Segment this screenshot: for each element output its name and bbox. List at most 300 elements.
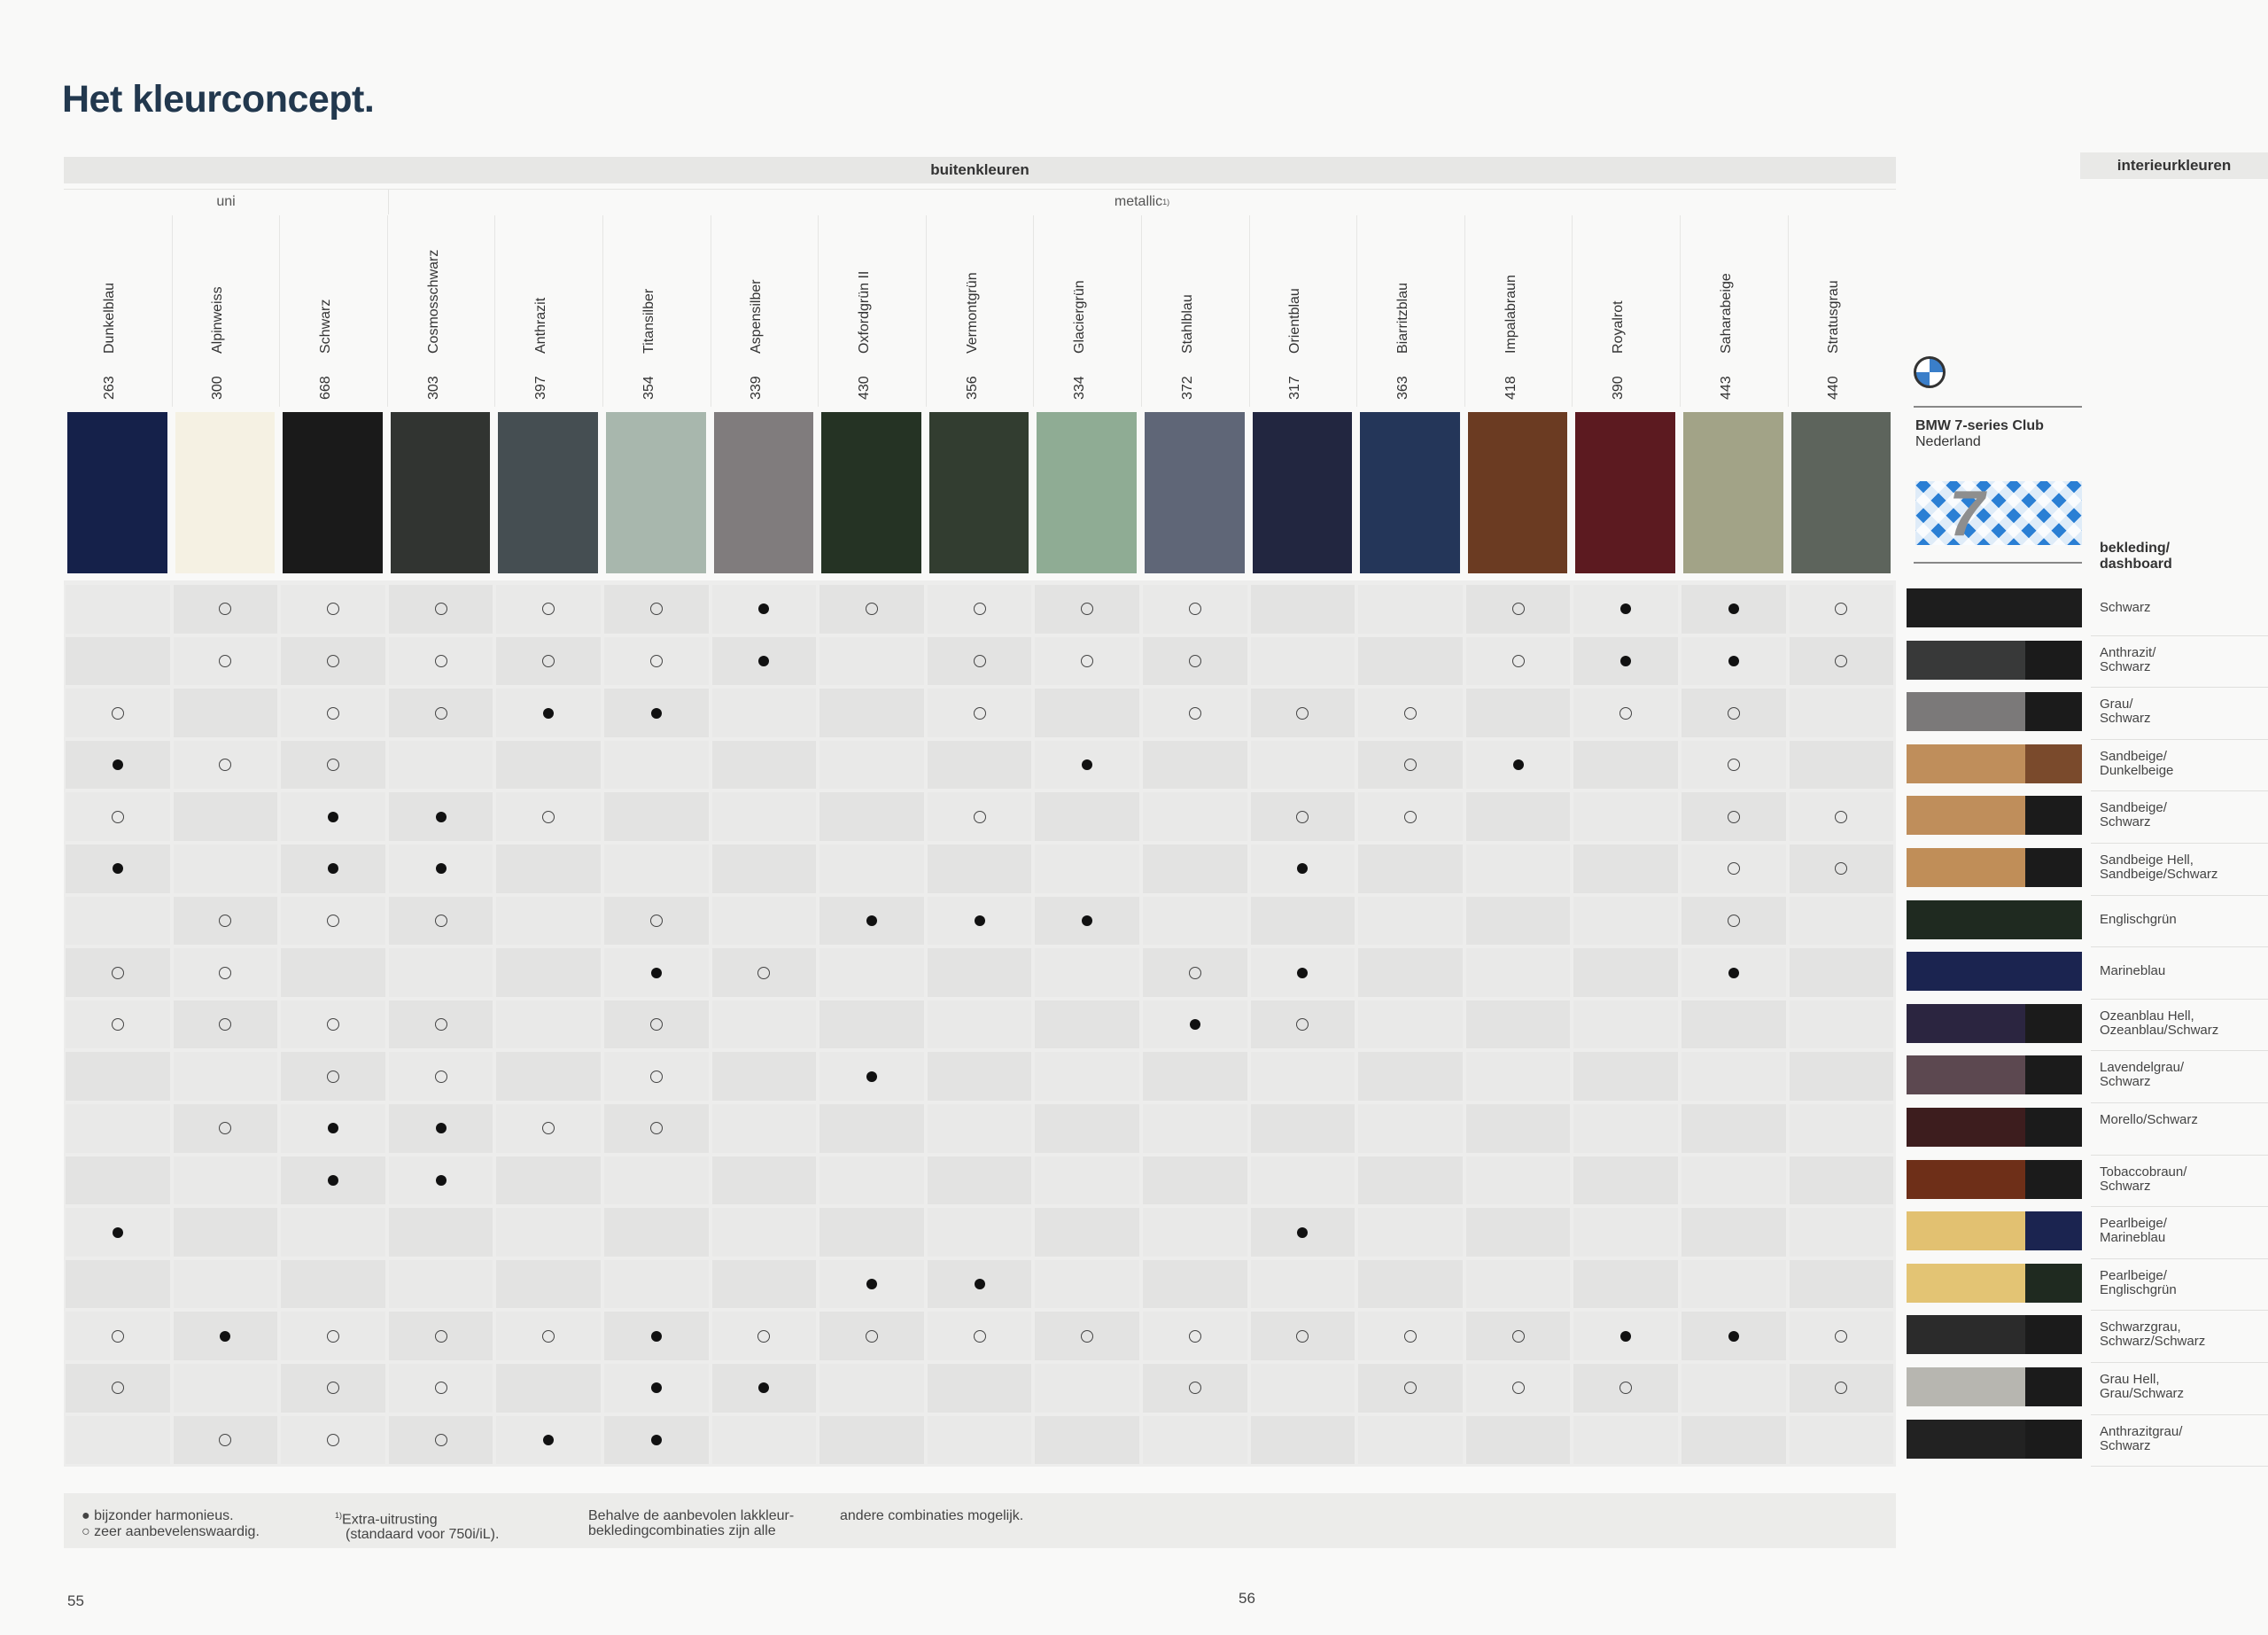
exterior-color-label: [1395, 283, 1411, 400]
grid-cell: [66, 1260, 170, 1309]
club-name-line2: Nederland: [1915, 434, 1981, 449]
grid-cell: [819, 689, 924, 737]
grid-cell: [819, 1000, 924, 1049]
grid-cell: [604, 1156, 709, 1205]
harmonious-dot: [651, 1382, 662, 1393]
footnote: $^{1)}$Extra-uitrusting (standaard voor 750i/iL).: [335, 1511, 500, 1543]
grid-cell: [1035, 1416, 1139, 1465]
interior-color-label: Anthrazitgrau/ Schwarz: [2100, 1423, 2183, 1453]
harmonious-dot: [1728, 1331, 1739, 1342]
grid-cell: [1143, 845, 1247, 893]
grid-cell: [712, 1416, 817, 1465]
exterior-color-name: Oxfordgrün II: [856, 270, 872, 354]
grid-cell: [1790, 1052, 1894, 1101]
bavarian-flag-logo: [1915, 479, 2082, 549]
legend-filled: ● bijzonder harmonieus.: [82, 1508, 234, 1523]
recommended-circle: [1296, 707, 1309, 720]
interior-color-swatch: [1907, 1315, 2082, 1354]
grid-cell: [174, 1052, 278, 1101]
harmonious-dot: [1728, 603, 1739, 614]
row-divider: [2091, 946, 2268, 947]
exterior-color-label: [1611, 300, 1627, 400]
recommended-circle: [112, 811, 124, 823]
grid-cell: [1358, 1104, 1463, 1153]
row-divider: [2091, 790, 2268, 791]
grid-cell: [1035, 948, 1139, 997]
recommended-circle: [650, 1122, 663, 1134]
harmonious-dot: [975, 1279, 985, 1289]
grid-cell: [1251, 1052, 1355, 1101]
recommended-circle: [327, 707, 339, 720]
combination-note-end: andere combinaties mogelijk.: [840, 1508, 1024, 1523]
legend-open: ○ zeer aanbevelenswaardig.: [82, 1524, 260, 1539]
harmonious-dot: [113, 1227, 123, 1238]
exterior-color-header: [494, 215, 603, 407]
harmonious-dot: [436, 812, 447, 822]
exterior-color-swatch: [929, 412, 1029, 573]
grid-cell: [1466, 689, 1571, 737]
grid-cell: [496, 1052, 601, 1101]
harmonious-dot: [113, 759, 123, 770]
recommended-circle: [1728, 811, 1740, 823]
exterior-color-header: [818, 215, 927, 407]
grid-cell: [604, 792, 709, 841]
exterior-color-name: Dunkelblau: [101, 282, 117, 354]
grid-cell: [496, 741, 601, 790]
recommended-circle: [974, 707, 986, 720]
exterior-color-name: Impalabraun: [1503, 275, 1518, 354]
harmonious-dot: [1297, 968, 1308, 978]
recommended-circle: [1081, 655, 1093, 667]
exterior-color-swatch: [1468, 412, 1568, 573]
grid-cell: [1466, 897, 1571, 946]
grid-cell: [1466, 1416, 1571, 1465]
grid-cell: [281, 948, 385, 997]
club-name: [1915, 418, 2044, 450]
interior-color-swatch: [1907, 1160, 2082, 1199]
grid-cell: [928, 1208, 1032, 1257]
divider: [1914, 406, 2082, 408]
row-divider: [2091, 999, 2268, 1000]
recommended-circle: [435, 655, 447, 667]
interior-color-label: Lavendelgrau/ Schwarz: [2100, 1060, 2185, 1090]
interior-color-swatch: [1907, 952, 2082, 991]
recommended-circle: [974, 1330, 986, 1343]
grid-cell: [496, 1000, 601, 1049]
grid-cell: [604, 741, 709, 790]
grid-cell: [819, 1364, 924, 1413]
interior-color-label: Sandbeige Hell, Sandbeige/Schwarz: [2100, 853, 2218, 882]
grid-cell: [1251, 637, 1355, 686]
grid-cell: [1573, 792, 1678, 841]
recommended-circle: [866, 1330, 878, 1343]
exterior-color-label: [857, 271, 873, 400]
grid-cell: [66, 585, 170, 634]
exterior-color-code: 263: [101, 376, 117, 400]
recommended-circle: [1512, 655, 1525, 667]
grid-cell: [1466, 1208, 1571, 1257]
interior-color-swatch: [1907, 588, 2082, 627]
interior-color-label: Tobaccobraun/ Schwarz: [2100, 1164, 2187, 1194]
exterior-color-swatch: [67, 412, 167, 573]
grid-cell: [174, 1208, 278, 1257]
exterior-color-code: 418: [1503, 376, 1518, 400]
harmonious-dot: [220, 1331, 230, 1342]
interior-color-swatch: [1907, 692, 2082, 731]
seven-badge: 7: [1949, 479, 1985, 549]
grid-cell: [1251, 1364, 1355, 1413]
interior-color-swatch: [1907, 1108, 2082, 1147]
exterior-color-name: Aspensilber: [749, 279, 765, 354]
grid-cell: [1035, 1052, 1139, 1101]
exterior-color-code: 317: [1287, 376, 1303, 400]
recommended-circle: [1619, 707, 1632, 720]
harmonious-dot: [651, 968, 662, 978]
grid-cell: [819, 1416, 924, 1465]
exterior-color-label: [426, 250, 442, 400]
grid-cell: [389, 1260, 493, 1309]
exterior-color-code: 397: [533, 376, 549, 400]
recommended-circle: [112, 707, 124, 720]
recommended-circle: [112, 967, 124, 979]
harmonious-dot: [1082, 915, 1092, 926]
recommended-circle: [327, 1071, 339, 1083]
grid-cell: [1358, 1052, 1463, 1101]
grid-cell: [1466, 845, 1571, 893]
grid-cell: [1573, 897, 1678, 946]
recommended-circle: [1296, 1330, 1309, 1343]
grid-cell: [604, 1208, 709, 1257]
grid-cell: [712, 741, 817, 790]
exterior-color-swatch: [391, 412, 491, 573]
grid-cell: [1790, 1156, 1894, 1205]
grid-cell: [1035, 845, 1139, 893]
row-divider: [2091, 1466, 2268, 1467]
grid-cell: [1251, 1156, 1355, 1205]
recommended-circle: [1189, 655, 1201, 667]
recommended-circle: [1728, 759, 1740, 771]
recommended-circle: [650, 603, 663, 615]
interior-color-label: Schwarz: [2100, 600, 2151, 615]
exterior-color-name: Schwarz: [317, 299, 333, 354]
exterior-color-swatch: [175, 412, 276, 573]
exterior-color-label: [1719, 273, 1735, 400]
grid-cell: [1143, 792, 1247, 841]
grid-cell: [66, 1156, 170, 1205]
grid-cell: [1682, 1156, 1786, 1205]
recommended-circle: [112, 1330, 124, 1343]
grid-cell: [496, 845, 601, 893]
exterior-color-header: [926, 215, 1035, 407]
recommended-circle: [1189, 1330, 1201, 1343]
interior-color-label: Grau Hell, Grau/Schwarz: [2100, 1372, 2185, 1401]
exterior-color-name: Orientblau: [1287, 288, 1303, 354]
page-number-right: 56: [1239, 1590, 1255, 1607]
grid-cell: [1790, 1260, 1894, 1309]
grid-cell: [1143, 1156, 1247, 1205]
combination-note: Behalve de aanbevolen lakkleur- bekledingcombinaties zijn alle: [588, 1508, 795, 1538]
grid-cell: [1682, 1052, 1786, 1101]
grid-cell: [174, 1364, 278, 1413]
harmonious-dot: [436, 1175, 447, 1186]
exterior-color-name: Stratusgrau: [1826, 280, 1842, 354]
recommended-circle: [1189, 967, 1201, 979]
grid-cell: [389, 948, 493, 997]
recommended-circle: [435, 707, 447, 720]
harmonious-dot: [543, 708, 554, 719]
grid-cell: [1035, 792, 1139, 841]
recommended-circle: [1404, 707, 1417, 720]
interior-color-swatch: [1907, 796, 2082, 835]
row-divider: [2091, 1362, 2268, 1363]
grid-cell: [1251, 585, 1355, 634]
grid-cell: [1573, 845, 1678, 893]
harmonious-dot: [436, 863, 447, 874]
recommended-circle: [435, 1434, 447, 1446]
grid-cell: [1573, 1416, 1678, 1465]
recommended-circle: [1189, 707, 1201, 720]
exterior-color-header: [1572, 215, 1681, 407]
recommended-circle: [1835, 811, 1847, 823]
interior-color-swatch: [1907, 900, 2082, 939]
exterior-color-header: [1680, 215, 1789, 407]
grid-cell: [1143, 1104, 1247, 1153]
club-name-line1: BMW 7-series Club: [1915, 418, 2044, 433]
grid-cell: [928, 1000, 1032, 1049]
recommended-circle: [1728, 915, 1740, 927]
exterior-color-label: [1072, 280, 1088, 400]
exterior-color-header: [1249, 215, 1358, 407]
grid-cell: [1251, 1104, 1355, 1153]
grid-cell: [1790, 1000, 1894, 1049]
grid-cell: [928, 1104, 1032, 1153]
exterior-color-header: [64, 215, 172, 407]
exterior-color-header: [172, 215, 281, 407]
exterior-color-code: 372: [1179, 376, 1195, 400]
interior-color-swatch: [1907, 641, 2082, 680]
recommended-circle: [327, 1434, 339, 1446]
grid-cell: [928, 741, 1032, 790]
interior-color-label: Anthrazit/ Schwarz: [2100, 644, 2156, 674]
exterior-color-header: [1141, 215, 1250, 407]
recommended-circle: [650, 655, 663, 667]
harmonious-dot: [866, 1279, 877, 1289]
harmonious-dot: [543, 1435, 554, 1445]
interior-color-label: Sandbeige/ Dunkelbeige: [2100, 748, 2174, 778]
interior-color-swatch: [1907, 1055, 2082, 1094]
exterior-color-code: 390: [1611, 376, 1627, 400]
recommended-circle: [1189, 1382, 1201, 1394]
page-number-left: 55: [67, 1592, 84, 1609]
grid-cell: [1358, 1260, 1463, 1309]
grid-cell: [1251, 741, 1355, 790]
row-divider: [2091, 1310, 2268, 1311]
recommended-circle: [542, 655, 555, 667]
grid-cell: [1573, 1052, 1678, 1101]
grid-cell: [1682, 1000, 1786, 1049]
exterior-color-swatch: [1360, 412, 1460, 573]
grid-cell: [281, 1208, 385, 1257]
grid-cell: [819, 1156, 924, 1205]
grid-cell: [819, 741, 924, 790]
bmw-logo-icon: [1914, 356, 1946, 388]
exterior-color-swatch: [1575, 412, 1675, 573]
grid-cell: [1251, 897, 1355, 946]
harmonious-dot: [1297, 1227, 1308, 1238]
row-divider: [2091, 635, 2268, 636]
grid-cell: [1035, 1260, 1139, 1309]
exterior-color-header: [602, 215, 711, 407]
row-divider: [2091, 1155, 2268, 1156]
grid-cell: [1682, 1104, 1786, 1153]
grid-cell: [1573, 1260, 1678, 1309]
grid-cell: [712, 1208, 817, 1257]
interior-color-label: Marineblau: [2100, 963, 2166, 979]
exterior-color-header: [711, 215, 819, 407]
row-divider: [2091, 1414, 2268, 1415]
exterior-color-code: 356: [964, 376, 980, 400]
grid-cell: [496, 897, 601, 946]
grid-cell: [1573, 948, 1678, 997]
harmonious-dot: [651, 1435, 662, 1445]
recommended-circle: [1512, 1382, 1525, 1394]
recommended-circle: [1512, 1330, 1525, 1343]
grid-cell: [712, 792, 817, 841]
grid-cell: [1573, 1104, 1678, 1153]
grid-cell: [1682, 1208, 1786, 1257]
exterior-color-swatch: [606, 412, 706, 573]
recommended-circle: [435, 915, 447, 927]
grid-cell: [712, 1052, 817, 1101]
exterior-color-label: [318, 300, 334, 400]
recommended-circle: [435, 1382, 447, 1394]
exterior-color-swatch: [1145, 412, 1245, 573]
grid-cell: [496, 1208, 601, 1257]
row-divider: [2091, 1050, 2268, 1051]
grid-cell: [1358, 585, 1463, 634]
recommended-circle: [1296, 811, 1309, 823]
grid-cell: [604, 845, 709, 893]
grid-cell: [1790, 897, 1894, 946]
interior-color-swatch: [1907, 1211, 2082, 1250]
harmonious-dot: [113, 863, 123, 874]
grid-cell: [712, 845, 817, 893]
exterior-color-swatch: [714, 412, 814, 573]
interior-color-swatch: [1907, 848, 2082, 887]
exterior-color-header: [1464, 215, 1573, 407]
grid-cell: [1035, 1156, 1139, 1205]
exterior-color-code: 303: [425, 376, 441, 400]
recommended-circle: [1512, 603, 1525, 615]
recommended-circle: [1404, 1330, 1417, 1343]
exterior-color-swatch: [821, 412, 921, 573]
grid-cell: [819, 1208, 924, 1257]
harmonious-dot: [1728, 968, 1739, 978]
exterior-color-name: Alpinweiss: [210, 286, 226, 354]
exterior-color-swatch: [1791, 412, 1891, 573]
interior-color-swatch: [1907, 1420, 2082, 1459]
recommended-circle: [327, 915, 339, 927]
grid-cell: [1790, 1104, 1894, 1153]
harmonious-dot: [1190, 1019, 1200, 1030]
grid-cell: [1035, 1208, 1139, 1257]
grid-cell: [496, 1156, 601, 1205]
exterior-color-code: 339: [749, 376, 765, 400]
grid-cell: [1682, 1364, 1786, 1413]
harmonious-dot: [1620, 1331, 1631, 1342]
row-divider: [2091, 843, 2268, 844]
grid-cell: [819, 1104, 924, 1153]
row-divider: [2091, 739, 2268, 740]
grid-cell: [389, 1208, 493, 1257]
grid-cell: [1358, 1208, 1463, 1257]
metallic-header: metallic 1): [388, 189, 1896, 214]
grid-cell: [174, 1156, 278, 1205]
recommended-circle: [1728, 862, 1740, 875]
grid-cell: [1035, 1364, 1139, 1413]
interior-color-swatch: [1907, 1367, 2082, 1406]
exterior-color-label: [1503, 275, 1519, 400]
recommended-circle: [974, 603, 986, 615]
harmonious-dot: [651, 708, 662, 719]
exterior-color-name: Cosmosschwarz: [425, 249, 441, 354]
harmonious-dot: [651, 1331, 662, 1342]
interior-color-label: Pearlbeige/ Marineblau: [2100, 1216, 2167, 1246]
grid-cell: [928, 1416, 1032, 1465]
exterior-color-label: [210, 286, 226, 400]
exterior-color-code: 334: [1072, 376, 1088, 400]
recommended-circle: [435, 1018, 447, 1031]
recommended-circle: [219, 967, 231, 979]
exterior-color-name: Biarritzblau: [1394, 282, 1410, 354]
recommended-circle: [327, 1330, 339, 1343]
harmonious-dot: [975, 915, 985, 926]
grid-cell: [928, 1052, 1032, 1101]
uni-header: uni: [64, 189, 389, 214]
exterior-color-header: [1356, 215, 1465, 407]
grid-cell: [1035, 1000, 1139, 1049]
recommended-circle: [974, 655, 986, 667]
grid-cell: [1358, 897, 1463, 946]
exterior-color-header: [1033, 215, 1142, 407]
grid-cell: [174, 792, 278, 841]
exterior-color-swatch: [283, 412, 383, 573]
grid-cell: [1682, 1260, 1786, 1309]
exterior-color-code: 354: [641, 376, 656, 400]
recommended-circle: [1404, 811, 1417, 823]
row-divider: [2091, 895, 2268, 896]
grid-cell: [1790, 1416, 1894, 1465]
harmonious-dot: [866, 915, 877, 926]
row-divider: [2091, 1258, 2268, 1259]
grid-cell: [1573, 741, 1678, 790]
grid-cell: [1358, 1000, 1463, 1049]
recommended-circle: [112, 1018, 124, 1031]
recommended-circle: [327, 1018, 339, 1031]
recommended-circle: [1404, 759, 1417, 771]
grid-cell: [819, 948, 924, 997]
recommended-circle: [435, 1330, 447, 1343]
harmonious-dot: [436, 1123, 447, 1133]
grid-cell: [1790, 689, 1894, 737]
exterior-color-header: [387, 215, 496, 407]
exterior-color-label: [749, 279, 765, 400]
grid-cell: [174, 845, 278, 893]
exterior-color-label: [533, 298, 549, 400]
grid-cell: [1466, 1000, 1571, 1049]
interior-color-label: Morello/Schwarz: [2100, 1112, 2198, 1127]
harmonious-dot: [1620, 656, 1631, 666]
